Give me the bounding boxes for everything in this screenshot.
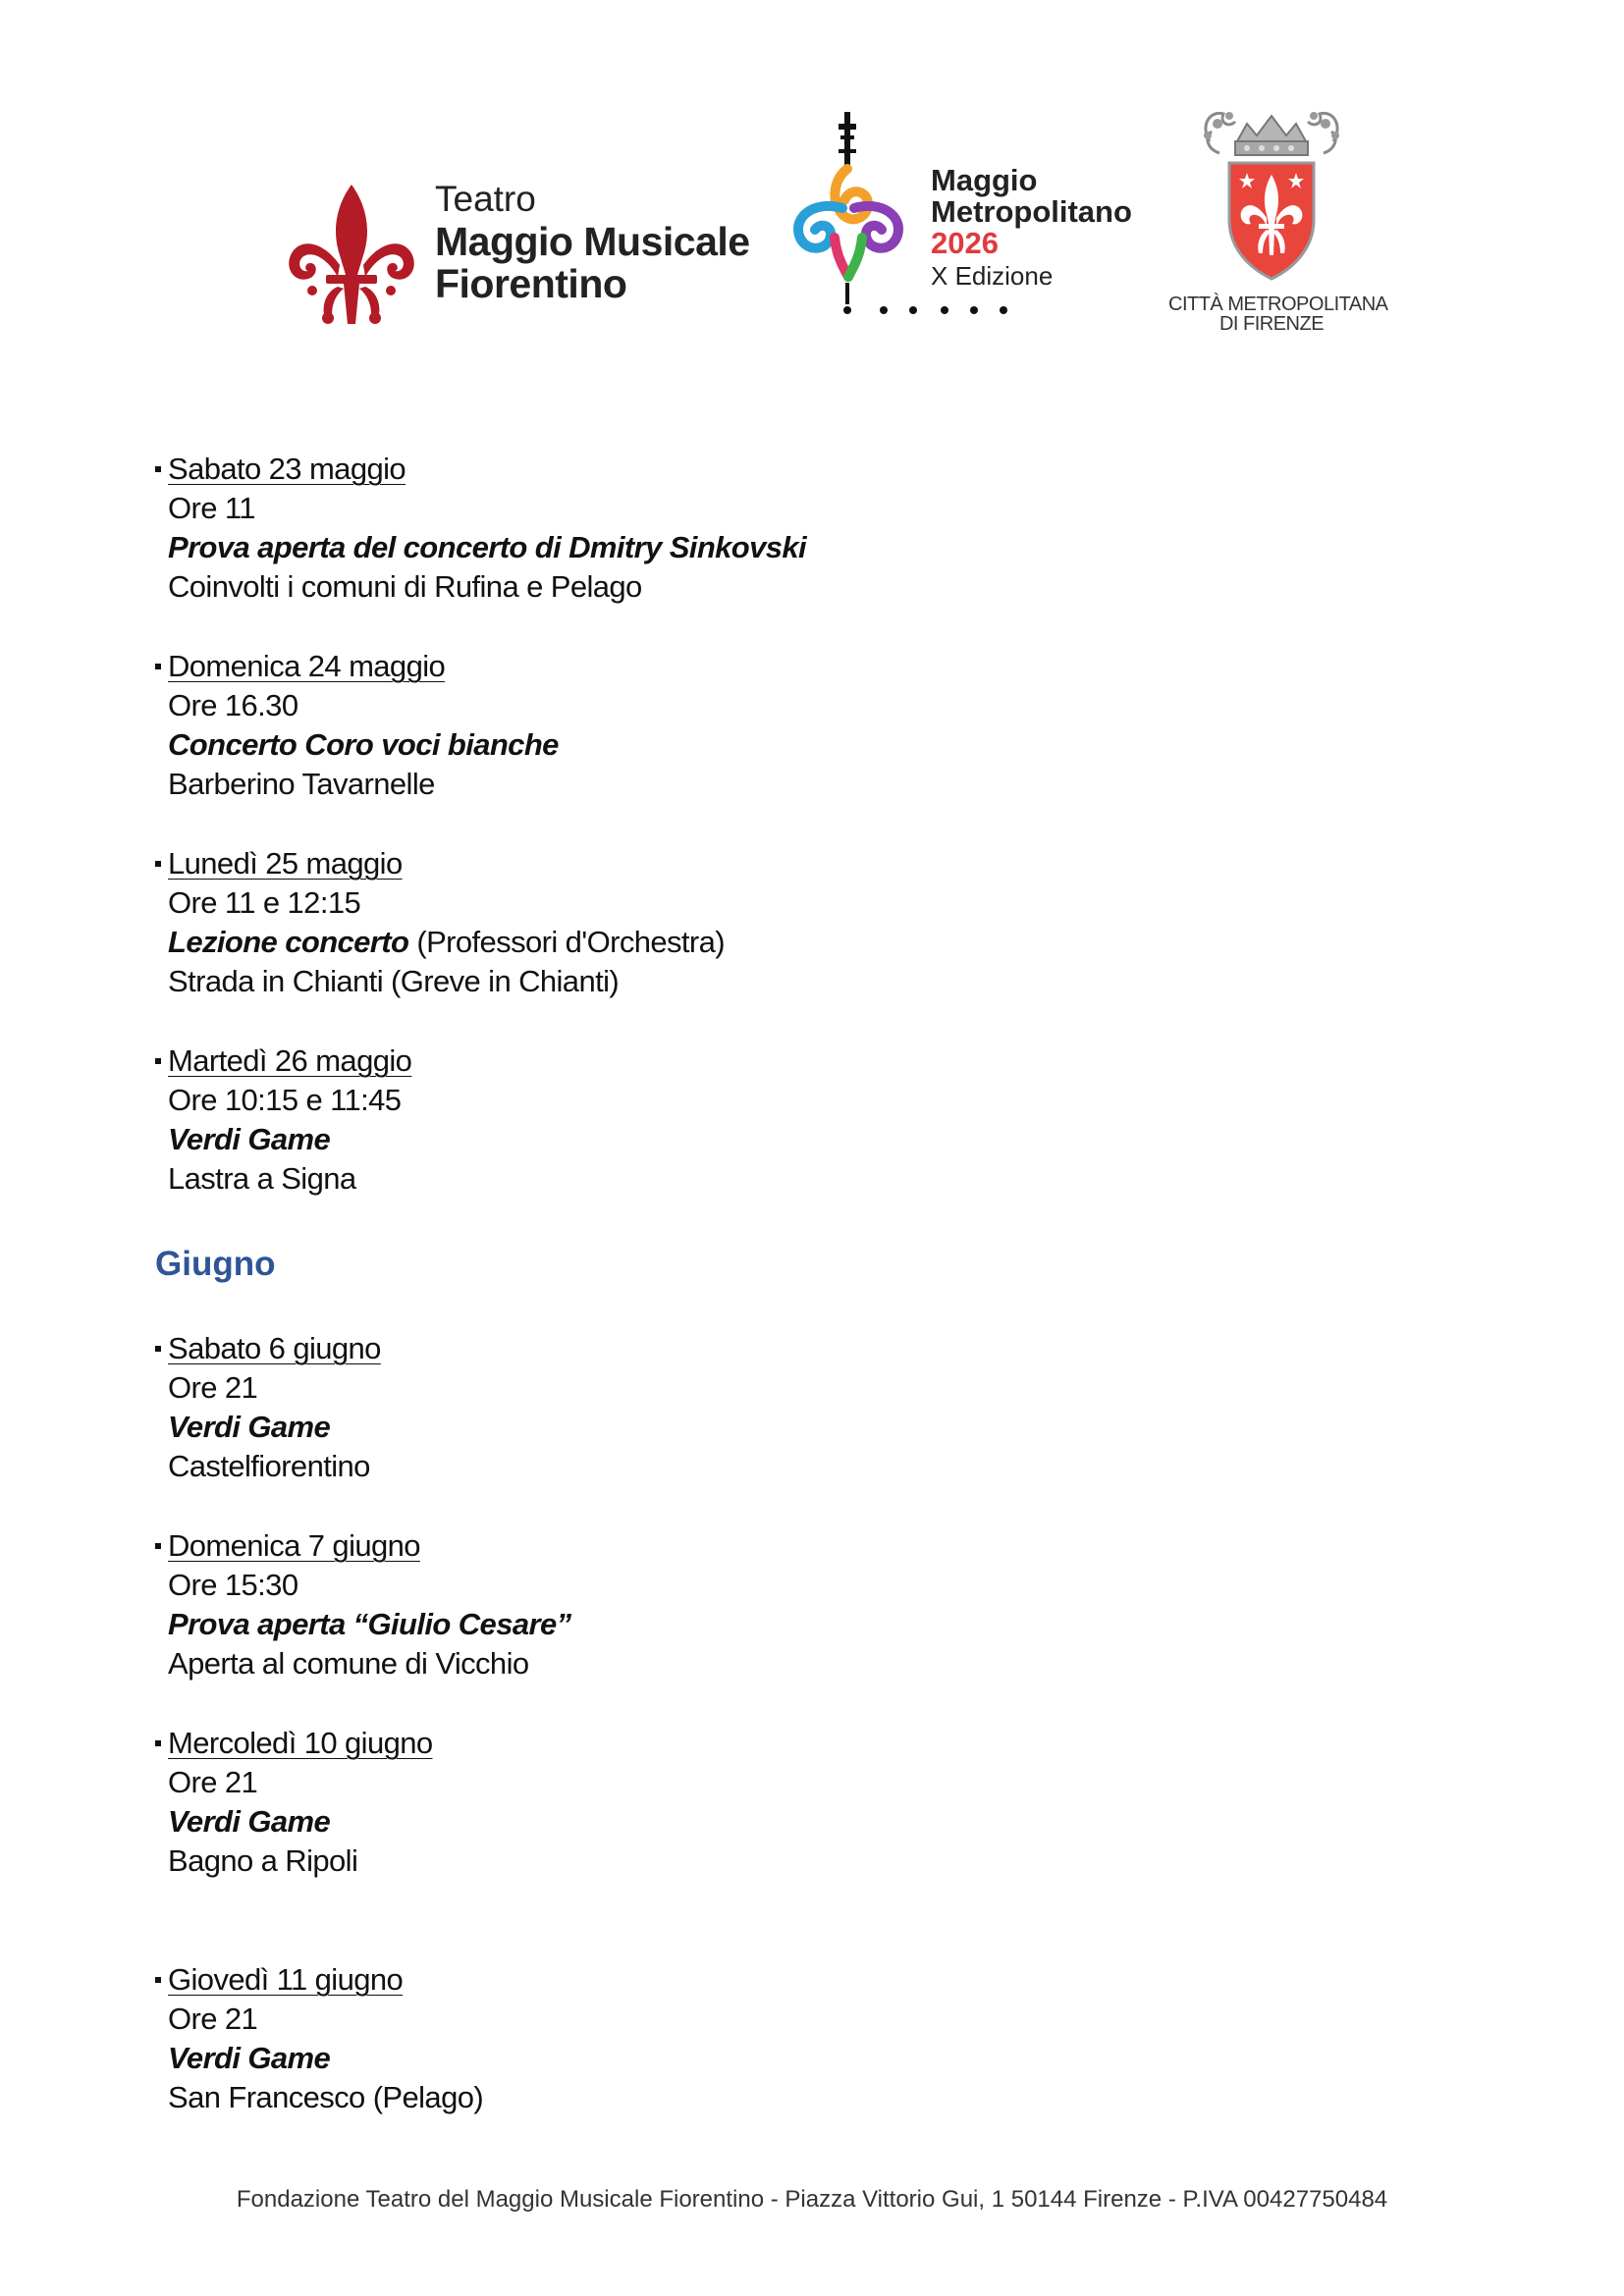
event-place: Castelfiorentino [168, 1449, 370, 1483]
event-place: Barberino Tavarnelle [168, 767, 435, 801]
maggio-logo-edition: X Edizione [931, 261, 1054, 291]
month-heading-giugno: Giugno [155, 1245, 276, 1283]
event-date [155, 844, 725, 883]
event-date-text: Mercoledì 10 giugno [168, 1726, 433, 1760]
event-title [155, 923, 725, 962]
footer-address: Fondazione Teatro del Maggio Musicale Fiorentino - Piazza Vittorio Gui, 1 50144 Firenze - P.IVA 00427750484 [236, 2186, 1388, 2213]
event-time: Ore 21 [168, 1765, 258, 1799]
event-title-text: Verdi Game [168, 2041, 331, 2075]
bullet-icon [155, 466, 161, 472]
maggio-metropolitano-logo [785, 110, 1159, 321]
event-date [155, 647, 559, 686]
teatro-logo-line2: Maggio Musicale [435, 219, 750, 264]
maggio-logo-year: 2026 [931, 226, 999, 260]
event-place: Strada in Chianti (Greve in Chianti) [168, 964, 620, 998]
teatro-maggio-logo [283, 173, 764, 330]
teatro-logo-line1: Teatro [435, 179, 536, 219]
event-title [155, 1120, 411, 1159]
maggio-logo-line2: Metropolitano [931, 194, 1132, 229]
citta-metropolitana-logo [1168, 102, 1388, 338]
event-place: Lastra a Signa [168, 1161, 356, 1196]
event-time: Ore 21 [168, 1370, 258, 1405]
bullet-icon [155, 1740, 161, 1746]
event-title-text: Verdi Game [168, 1122, 331, 1156]
bullet-icon [155, 1543, 161, 1549]
event-date [155, 1960, 483, 2000]
event-time: Ore 10:15 e 11:45 [168, 1083, 402, 1117]
event-title-text: Prova aperta “Giulio Cesare” [168, 1607, 571, 1641]
event-date-text: Lunedì 25 maggio [168, 846, 403, 881]
dots-decoration-icon [933, 300, 1011, 320]
event-title-text: Lezione concerto [168, 925, 409, 959]
event-item [155, 1960, 483, 2117]
event-title [155, 1605, 570, 1644]
event-title-text: Verdi Game [168, 1804, 331, 1839]
event-date-text: Sabato 6 giugno [168, 1331, 381, 1365]
event-date-text: Domenica 7 giugno [168, 1528, 420, 1563]
event-date-text: Sabato 23 maggio [168, 452, 406, 486]
event-date [155, 1041, 411, 1081]
event-date-text: Giovedì 11 giugno [168, 1962, 404, 1997]
bullet-icon [155, 1346, 161, 1352]
teatro-logo-line3: Fiorentino [435, 261, 627, 306]
event-title [155, 528, 806, 567]
event-item [155, 450, 806, 607]
event-item [155, 647, 559, 804]
event-title-text: Prova aperta del concerto di Dmitry Sinkovski [168, 530, 807, 564]
event-date [155, 450, 806, 489]
event-title [155, 1408, 381, 1447]
event-place: Coinvolti i comuni di Rufina e Pelago [168, 569, 642, 604]
bullet-icon [155, 1977, 161, 1983]
event-title [155, 1802, 433, 1842]
citta-logo-line2: DI FIRENZE [1218, 313, 1325, 335]
event-time: Ore 11 e 12:15 [168, 885, 361, 920]
bullet-icon [155, 861, 161, 867]
giglio-fleur-de-lis-icon [283, 181, 420, 328]
event-title [155, 725, 559, 765]
crowned-shield-icon [1190, 102, 1353, 289]
event-place: Aperta al comune di Vicchio [168, 1646, 529, 1681]
event-item [155, 844, 725, 1001]
event-date-text: Domenica 24 maggio [168, 649, 446, 683]
event-title-note: (Professori d'Orchestra) [408, 925, 726, 959]
event-time: Ore 16.30 [168, 688, 298, 722]
bullet-icon [155, 664, 161, 669]
event-date [155, 1724, 433, 1763]
event-time: Ore 11 [168, 491, 255, 525]
event-date-text: Martedì 26 maggio [168, 1043, 412, 1078]
event-title-text: Concerto Coro voci bianche [168, 727, 559, 762]
event-title [155, 2039, 483, 2078]
event-date [155, 1526, 570, 1566]
event-place: San Francesco (Pelago) [168, 2080, 484, 2114]
event-place: Bagno a Ripoli [168, 1843, 358, 1878]
event-item [155, 1329, 381, 1486]
event-date [155, 1329, 381, 1368]
violin-clef-icon [785, 110, 933, 321]
citta-logo-line1: CITTÀ METROPOLITANA [1168, 294, 1388, 315]
event-item [155, 1041, 411, 1199]
event-item [155, 1526, 570, 1683]
maggio-logo-line1: Maggio [931, 163, 1038, 197]
event-item [155, 1724, 433, 1881]
event-time: Ore 21 [168, 2002, 258, 2036]
bullet-icon [155, 1058, 161, 1064]
event-title-text: Verdi Game [168, 1410, 331, 1444]
event-time: Ore 15:30 [168, 1568, 298, 1602]
